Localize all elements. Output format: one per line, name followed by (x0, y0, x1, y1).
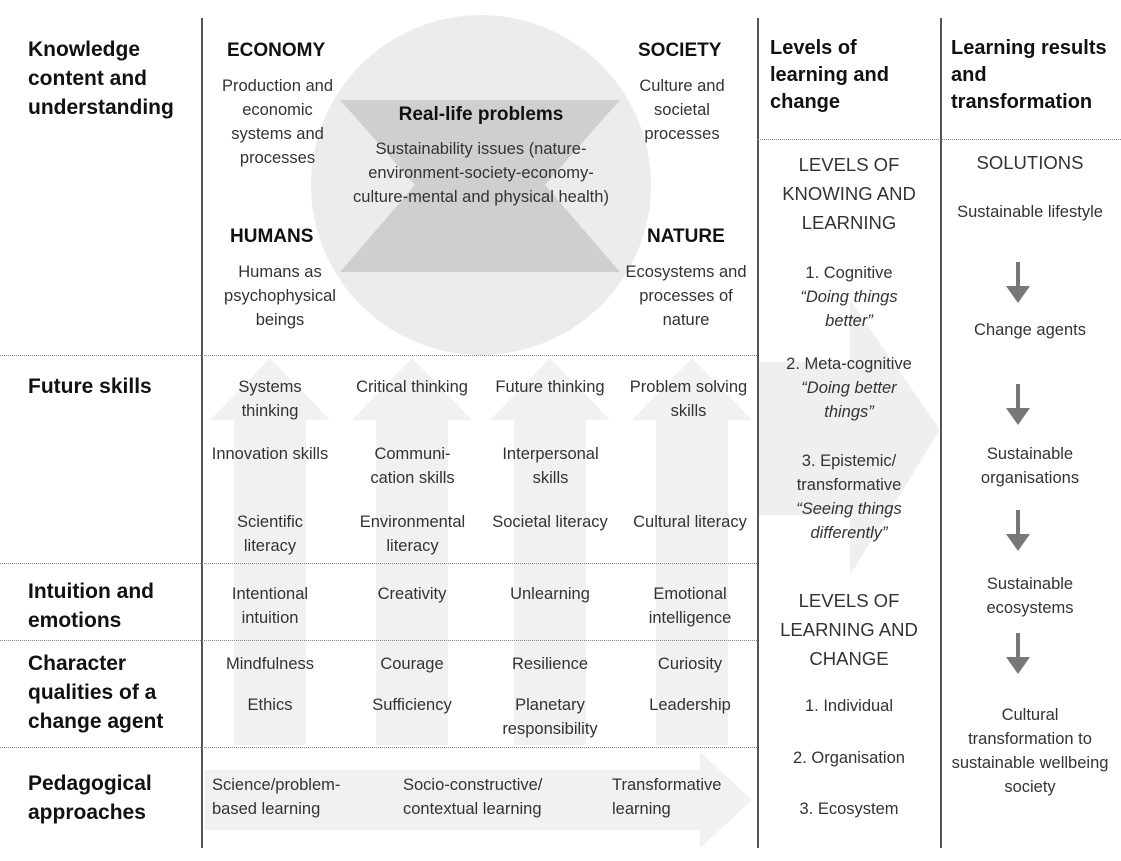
pedagogy-socio: Socio-constructive/ contextual learning (403, 776, 543, 818)
divider-left (201, 18, 203, 848)
up-arrow-3 (490, 358, 610, 745)
skill-interpersonal: Interpersonal skills (502, 445, 599, 487)
divider-levels (757, 18, 759, 848)
level-epistemic: 3. Epistemic/ transformative (796, 452, 902, 494)
divider-results (940, 18, 942, 848)
skill-societal-literacy: Societal literacy (492, 513, 608, 531)
economy-text: Production and economic systems and processes (222, 77, 333, 167)
nature-text: Ecosystems and processes of nature (625, 263, 747, 329)
level-meta: 2. Meta-cognitive (786, 355, 912, 373)
header-levels: Levels of learning and change (770, 37, 889, 113)
society-text: Culture and societal processes (639, 77, 725, 143)
skill-critical-thinking: Critical thinking (356, 378, 468, 396)
row-label-pedagogical: Pedagogical approaches (28, 772, 152, 824)
level-cognitive-quote: “Doing things better” (800, 288, 898, 330)
real-life-text: Sustainability issues (nature-environment-society-economy-culture-mental and physical health) (353, 140, 609, 206)
level-meta-quote: “Doing better things” (801, 379, 897, 421)
nature-title: NATURE (647, 226, 725, 247)
skill-environmental-literacy: Environmental literacy (359, 513, 466, 555)
row-divider-3 (0, 640, 757, 641)
char-curiosity: Curiosity (657, 655, 723, 673)
header-divider (757, 139, 1121, 140)
pedagogy-transformative: Transformative learning (612, 776, 722, 818)
char-ethics: Ethics (247, 696, 293, 714)
row-divider-1 (0, 355, 757, 356)
skill-problem-solving: Problem solving skills (629, 378, 748, 420)
skill-scientific-literacy: Scientific literacy (236, 513, 304, 555)
row-label-future-skills: Future skills (28, 375, 152, 398)
result-cultural-transformation: Cultural transformation to sustainable wellbeing society (951, 706, 1109, 796)
skill-communication: Communi-cation skills (370, 445, 455, 487)
humans-text: Humans as psychophysical beings (224, 263, 336, 329)
header-results: Learning results and transformation (951, 37, 1107, 113)
char-sufficiency: Sufficiency (372, 696, 452, 714)
skill-cultural-literacy: Cultural literacy (633, 513, 747, 531)
row-label-knowledge: Knowledge content and understanding (28, 38, 174, 119)
intuition-unlearning: Unlearning (510, 585, 590, 603)
skill-systems-thinking: Systems thinking (238, 378, 302, 420)
economy-title: ECONOMY (227, 40, 326, 61)
level-ecosystem: 3. Ecosystem (799, 800, 899, 818)
levels-knowing-title: LEVELS OF KNOWING AND LEARNING (782, 154, 916, 233)
result-ecosystems: Sustainable ecosystems (986, 575, 1074, 617)
char-planetary: Planetary responsibility (502, 696, 598, 738)
result-organisations: Sustainable organisations (980, 445, 1080, 487)
row-label-character: Character qualities of a change agent (28, 652, 164, 733)
levels-change-title: LEVELS OF LEARNING AND CHANGE (780, 590, 918, 669)
level-cognitive: 1. Cognitive (805, 264, 893, 282)
char-resilience: Resilience (511, 655, 589, 673)
char-mindfulness: Mindfulness (225, 655, 315, 673)
intuition-intentional: Intentional intuition (231, 585, 309, 627)
row-label-intuition: Intuition and emotions (28, 580, 154, 632)
level-individual: 1. Individual (804, 697, 894, 715)
humans-title: HUMANS (230, 226, 314, 247)
results-title: SOLUTIONS (976, 152, 1084, 173)
skill-innovation: Innovation skills (211, 445, 329, 463)
row-divider-4 (0, 747, 757, 748)
char-leadership: Leadership (649, 696, 731, 714)
level-epistemic-quote: “Seeing things differently” (796, 500, 902, 542)
pedagogy-science: Science/problem-based learning (212, 776, 341, 818)
level-organisation: 2. Organisation (793, 749, 905, 767)
row-divider-2 (0, 563, 757, 564)
intuition-creativity: Creativity (377, 585, 447, 603)
skill-future-thinking: Future thinking (495, 378, 605, 396)
result-lifestyle: Sustainable lifestyle (957, 203, 1103, 221)
intuition-emotional: Emotional intelligence (648, 585, 732, 627)
result-change-agents: Change agents (974, 321, 1086, 339)
real-life-title: Real-life problems (398, 104, 564, 125)
char-courage: Courage (380, 655, 444, 673)
society-title: SOCIETY (638, 40, 722, 61)
